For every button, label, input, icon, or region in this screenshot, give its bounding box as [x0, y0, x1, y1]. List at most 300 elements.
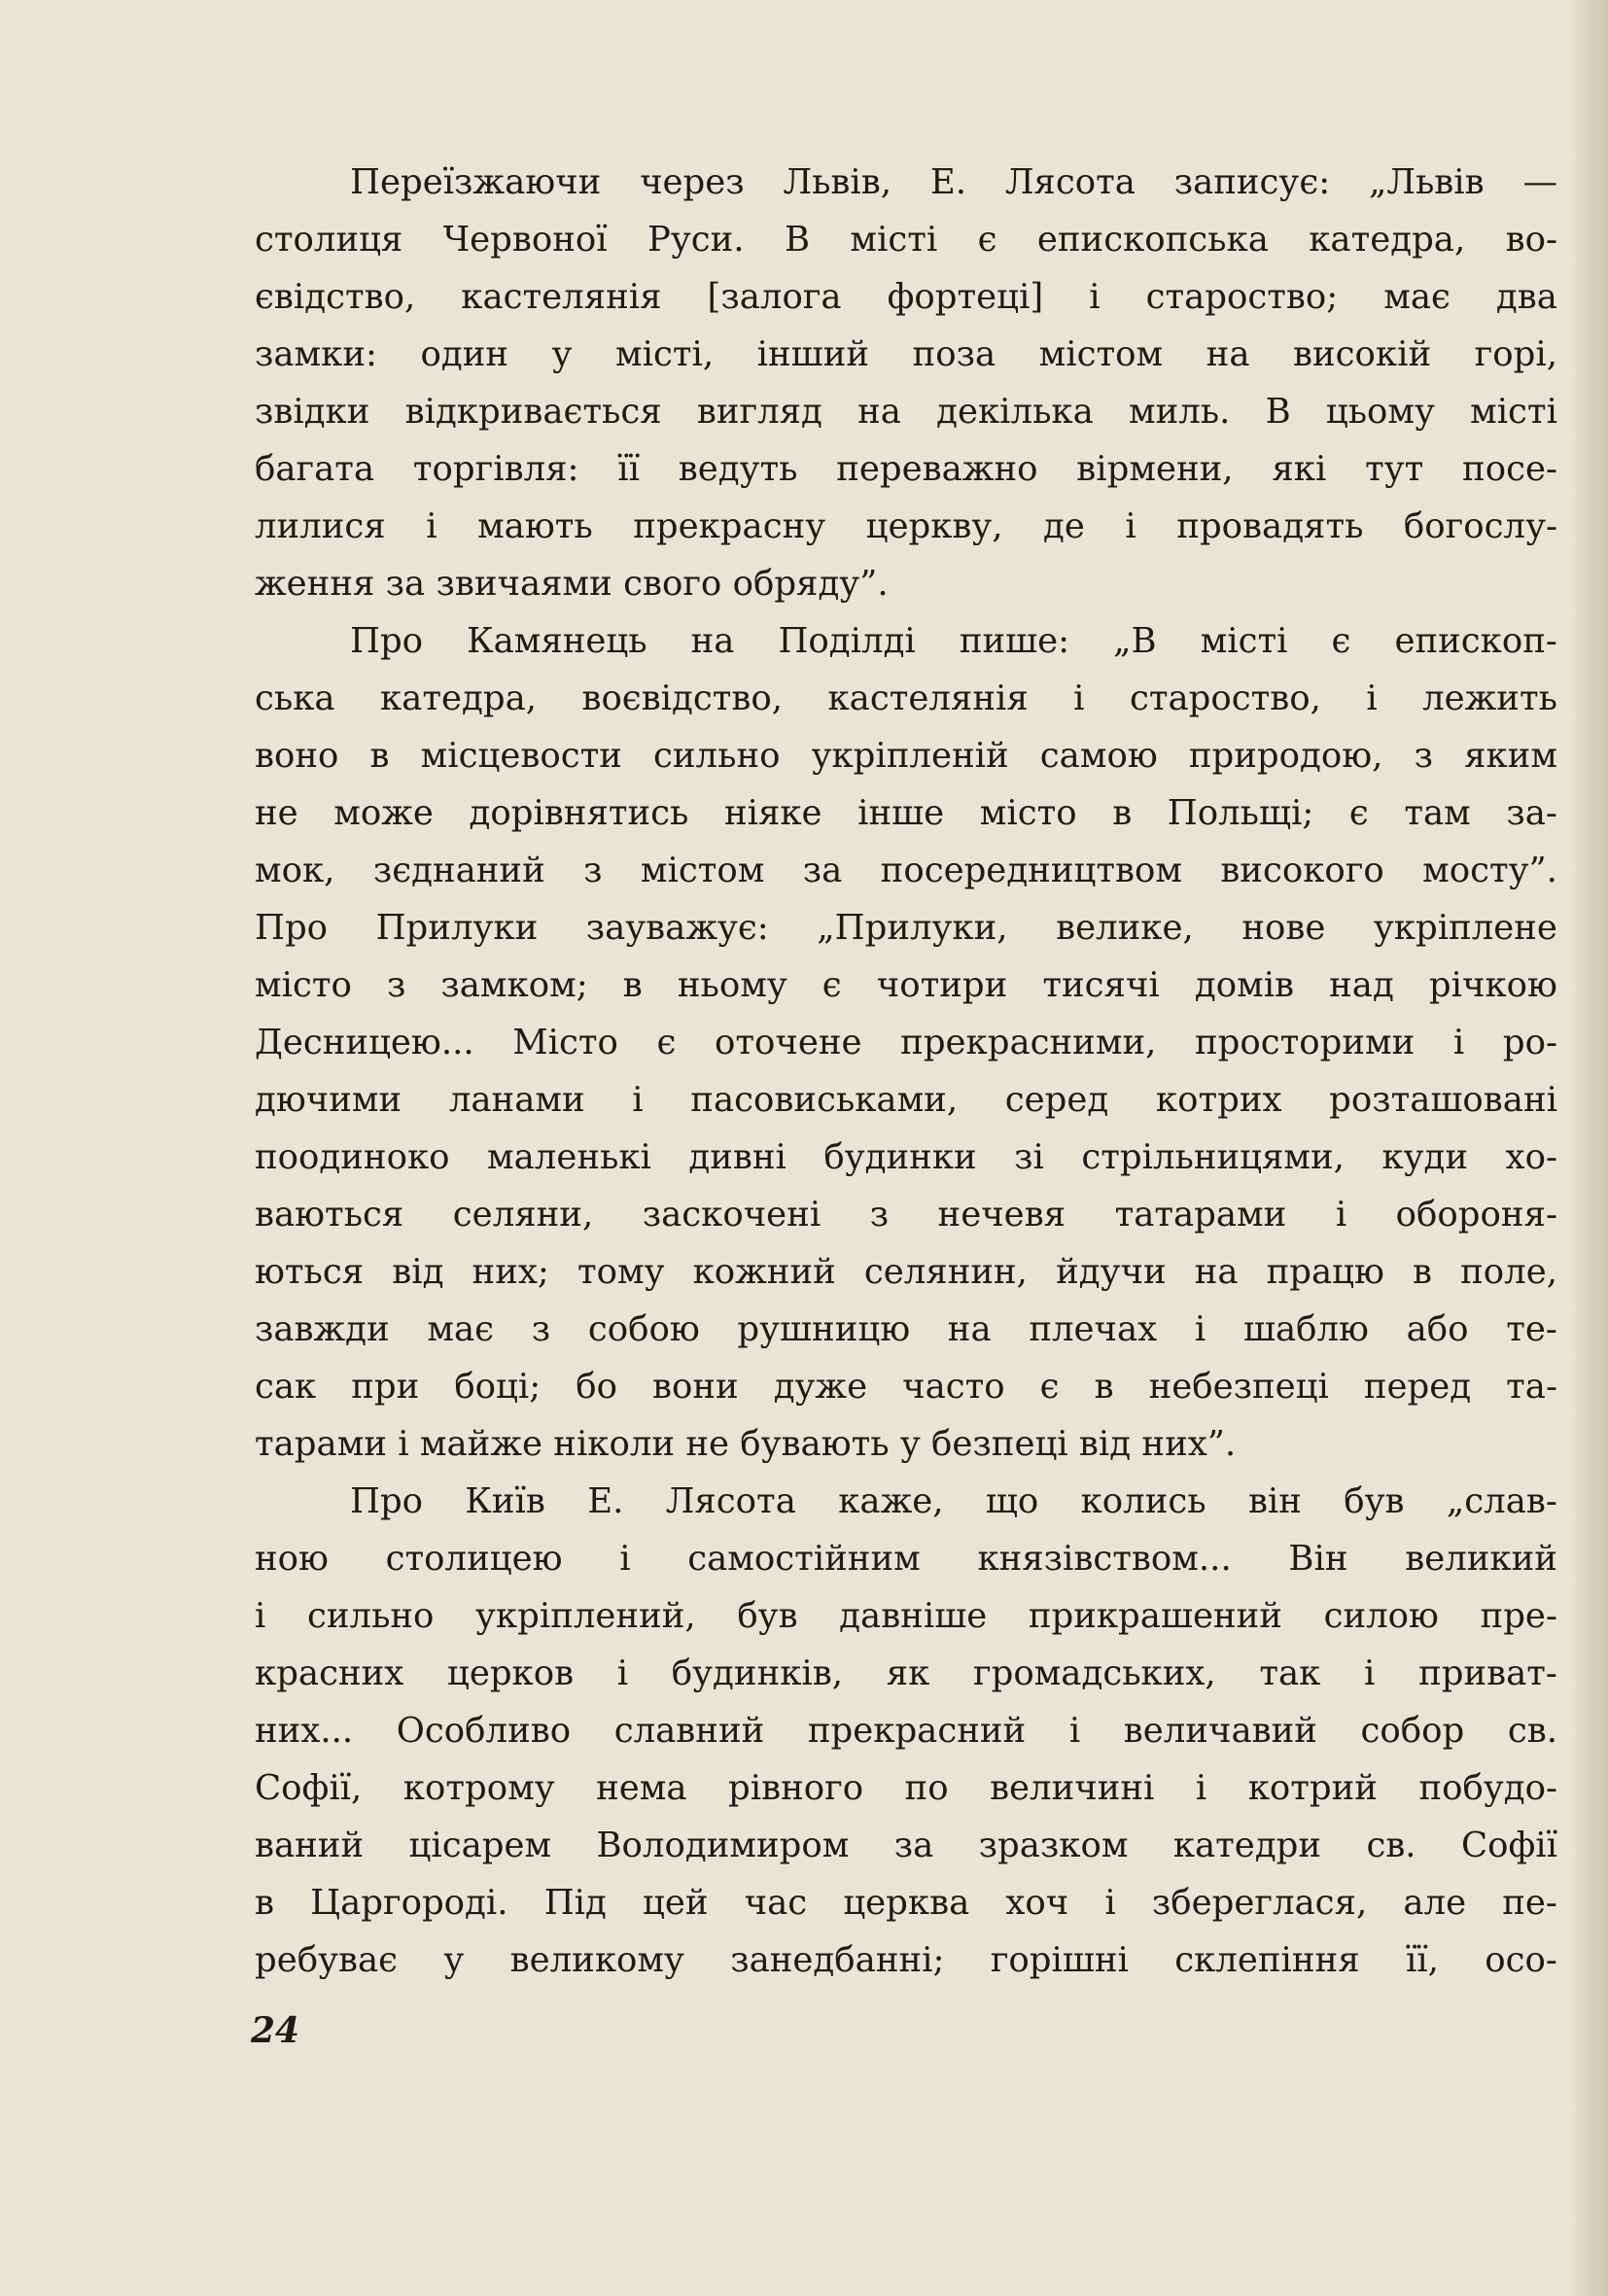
word: ніяке: [723, 793, 822, 833]
word: є: [977, 220, 997, 260]
word: ребуває: [255, 1940, 399, 1980]
word: красних: [255, 1653, 404, 1693]
word: цей: [643, 1883, 709, 1923]
word: переважно: [836, 449, 1038, 489]
word: і: [632, 1080, 644, 1120]
word: дивні: [688, 1137, 787, 1177]
word: по: [904, 1768, 949, 1808]
word: на: [857, 392, 901, 432]
word: фортеці]: [887, 277, 1044, 317]
word: розташовані: [1329, 1080, 1557, 1120]
word: „В: [1113, 621, 1157, 661]
word: посередництвом: [880, 851, 1182, 890]
word: має: [427, 1309, 495, 1349]
word: високій: [1293, 334, 1432, 374]
word: Львів,: [783, 162, 892, 202]
word: він: [1247, 1481, 1302, 1521]
word: цісарем: [408, 1826, 552, 1865]
word: за-: [1506, 793, 1557, 833]
word: річкою: [1428, 965, 1557, 1005]
word: є: [821, 965, 842, 1005]
word: з: [386, 965, 406, 1005]
word: серед: [1004, 1080, 1109, 1120]
word: і: [1104, 1883, 1116, 1923]
word: ська: [255, 678, 335, 718]
word: зі: [1014, 1137, 1044, 1177]
word: хоч: [1005, 1883, 1069, 1923]
word: миль.: [1128, 392, 1231, 432]
word: епископ-: [1394, 621, 1557, 661]
word: сак: [255, 1367, 317, 1407]
word: і: [1364, 1653, 1376, 1693]
word: боці;: [454, 1367, 542, 1407]
word: з: [531, 1309, 551, 1349]
word: осо-: [1485, 1940, 1557, 1980]
word: в: [369, 736, 390, 776]
word: місцевости: [420, 736, 622, 776]
word: катедри: [1172, 1826, 1322, 1865]
text-line: [255, 1473, 1557, 1530]
word: давніше: [839, 1596, 988, 1636]
word: яким: [1464, 736, 1557, 776]
word: стрільницями,: [1081, 1137, 1345, 1177]
word: Лясота: [1004, 162, 1136, 202]
word: два: [1495, 277, 1557, 317]
text-line: [255, 899, 1557, 957]
word: звідки: [255, 392, 370, 432]
word: татарами: [1114, 1195, 1287, 1235]
word: склепіння: [1174, 1940, 1360, 1980]
word: В: [784, 220, 811, 260]
word: богослу-: [1403, 506, 1557, 546]
text-line: [255, 1874, 1557, 1931]
word: багата: [255, 449, 375, 489]
word: пише:: [959, 621, 1070, 661]
word: староство;: [1145, 277, 1339, 317]
word: посе-: [1462, 449, 1557, 489]
word: над: [1329, 965, 1394, 1005]
text-line: [255, 1358, 1557, 1415]
text-line: [255, 326, 1557, 383]
word: мосту”.: [1422, 851, 1557, 890]
word: Про: [255, 908, 329, 948]
word: і: [255, 1596, 266, 1636]
word: Володимиром: [596, 1826, 850, 1865]
word: велике,: [1056, 908, 1194, 948]
word: мок,: [255, 851, 335, 890]
word: приват-: [1418, 1653, 1557, 1693]
word: місті,: [615, 334, 715, 374]
word: поза: [912, 334, 996, 374]
word: і: [1195, 1768, 1207, 1808]
word: котрих: [1155, 1080, 1282, 1120]
word: не: [255, 793, 298, 833]
word: будинків,: [671, 1653, 844, 1693]
word: дорівнятись: [469, 793, 689, 833]
word: шаблю: [1242, 1309, 1369, 1349]
word: в: [1413, 1252, 1433, 1292]
word: тисячі: [1042, 965, 1160, 1005]
word: ланами: [448, 1080, 585, 1120]
word: чотири: [876, 965, 1008, 1005]
word: укріпленій: [811, 736, 1009, 776]
word: великий: [1405, 1539, 1557, 1579]
word: місто: [255, 965, 352, 1005]
word: рушницю: [737, 1309, 911, 1349]
text-line: тарами і майже ніколи не бувають у безпеці від них”.: [255, 1424, 1237, 1464]
word: і: [616, 1653, 629, 1693]
word: ваний: [255, 1826, 365, 1865]
word: заскочені: [642, 1195, 821, 1235]
text-line: [255, 612, 1557, 670]
word: колись: [1080, 1481, 1206, 1521]
word: В: [1265, 392, 1291, 432]
word: Е.: [587, 1481, 624, 1521]
word: записує:: [1173, 162, 1331, 202]
word: є: [1039, 1367, 1060, 1407]
word: собою: [587, 1309, 700, 1349]
word: час: [744, 1883, 808, 1923]
word: —: [1522, 162, 1557, 202]
text-line: [255, 211, 1557, 268]
word: бо: [576, 1367, 617, 1407]
word: столиця: [255, 220, 403, 260]
text-line: [255, 784, 1557, 842]
text-line: [255, 1702, 1557, 1759]
word: Особливо: [396, 1711, 572, 1751]
word: Про: [350, 621, 424, 661]
word: відкривається: [404, 392, 662, 432]
word: громадських,: [973, 1653, 1216, 1693]
word: Поділді: [778, 621, 916, 661]
word: вірмени,: [1076, 449, 1234, 489]
word: лежить: [1422, 678, 1557, 718]
word: зразком: [978, 1826, 1129, 1865]
word: староство,: [1129, 678, 1321, 718]
text-line: [255, 1530, 1557, 1587]
word: оточене: [715, 1023, 862, 1062]
word: є: [1348, 793, 1369, 833]
word: так: [1259, 1653, 1321, 1693]
word: йдучи: [1056, 1252, 1167, 1292]
word: поле,: [1460, 1252, 1557, 1292]
word: і: [1089, 277, 1101, 317]
word: в: [1094, 1367, 1114, 1407]
word: і: [1073, 678, 1085, 718]
word: цьому: [1325, 392, 1435, 432]
word: у: [551, 334, 573, 374]
word: Лясота: [665, 1481, 796, 1521]
text-line: [255, 498, 1557, 555]
word: місті: [1470, 392, 1557, 432]
word: кастелянія: [461, 277, 662, 317]
word: і: [1068, 1711, 1081, 1751]
word: Під: [543, 1883, 607, 1923]
word: Софії,: [255, 1768, 363, 1808]
word: прекрасними,: [900, 1023, 1157, 1062]
page-number: 24: [251, 2010, 300, 2051]
word: поодиноко: [255, 1137, 450, 1177]
word: куди: [1381, 1137, 1469, 1177]
text-line: [255, 1071, 1557, 1129]
word: з: [869, 1195, 890, 1235]
word: і: [1125, 506, 1136, 546]
text-line: [255, 1129, 1557, 1186]
word: них;: [472, 1252, 549, 1292]
word: нема: [596, 1768, 687, 1808]
word: укріплений,: [475, 1596, 696, 1636]
word: воєвідство,: [581, 678, 784, 718]
word: Руси.: [647, 220, 745, 260]
text-line: [255, 1301, 1557, 1358]
word: на: [1206, 334, 1250, 374]
word: мають: [477, 506, 593, 546]
word: кожний: [692, 1252, 836, 1292]
word: але: [1403, 1883, 1467, 1923]
word: „Прилуки,: [817, 908, 1008, 948]
word: замком;: [440, 965, 588, 1005]
word: працю: [1266, 1252, 1384, 1292]
word: в: [1112, 793, 1133, 833]
word: та-: [1506, 1367, 1557, 1407]
word: її: [617, 449, 640, 489]
word: містом: [1038, 334, 1164, 374]
word: може: [333, 793, 434, 833]
text-line: [255, 1645, 1557, 1702]
word: високого: [1220, 851, 1384, 890]
word: торгівля:: [412, 449, 579, 489]
word: і: [1366, 678, 1378, 718]
word: воно: [255, 736, 339, 776]
text-line: [255, 1931, 1557, 1989]
word: дючими: [255, 1080, 402, 1120]
page-edge-shadow: [1571, 0, 1608, 2296]
word: Він: [1288, 1539, 1348, 1579]
word: собор: [1360, 1711, 1465, 1751]
word: катедра,: [379, 678, 538, 718]
word: те-: [1506, 1309, 1557, 1349]
word: замки:: [255, 334, 377, 374]
word: зауважує:: [585, 908, 769, 948]
word: горі,: [1474, 334, 1557, 374]
word: де: [1043, 506, 1085, 546]
word: містом: [640, 851, 765, 890]
word: во-: [1505, 220, 1557, 260]
word: Місто: [512, 1023, 618, 1062]
word: „Львів: [1368, 162, 1485, 202]
word: Камянець: [467, 621, 647, 661]
word: її,: [1405, 1940, 1439, 1980]
word: сильно: [306, 1596, 435, 1636]
word: них...: [255, 1711, 354, 1751]
word: місто: [979, 793, 1077, 833]
word: котрий: [1247, 1768, 1378, 1808]
word: Прилуки: [375, 908, 539, 948]
word: декілька: [936, 392, 1094, 432]
word: будинки: [823, 1137, 977, 1177]
word: Софії: [1460, 1826, 1557, 1865]
word: там: [1404, 793, 1471, 833]
word: перед: [1363, 1367, 1472, 1407]
word: за: [802, 851, 843, 890]
text-line: [255, 957, 1557, 1014]
word: маленькі: [487, 1137, 651, 1177]
word: місті: [1200, 621, 1288, 661]
word: славний: [613, 1711, 765, 1751]
word: з: [583, 851, 603, 890]
word: катедра,: [1309, 220, 1466, 260]
word: рівного: [728, 1768, 864, 1808]
word: каже,: [838, 1481, 944, 1521]
word: прекрасний: [807, 1711, 1027, 1751]
word: природою,: [1188, 736, 1383, 776]
word: котрому: [402, 1768, 555, 1808]
word: тому: [577, 1252, 665, 1292]
word: Десницею...: [255, 1023, 474, 1062]
word: від: [392, 1252, 444, 1292]
word: Польщі;: [1167, 793, 1314, 833]
word: як: [886, 1653, 930, 1693]
word: ються: [255, 1252, 365, 1292]
word: і: [1452, 1023, 1465, 1062]
word: св.: [1507, 1711, 1557, 1751]
word: Про: [350, 1481, 424, 1521]
word: нечевя: [937, 1195, 1066, 1235]
word: величині: [990, 1768, 1155, 1808]
word: церков: [446, 1653, 575, 1693]
word: горішні: [990, 1940, 1129, 1980]
word: силою: [1323, 1596, 1439, 1636]
text-line: [255, 1243, 1557, 1301]
word: самою: [1039, 736, 1158, 776]
text-line: [255, 383, 1557, 440]
word: збереглася,: [1151, 1883, 1368, 1923]
text-line: [255, 842, 1557, 899]
word: ро-: [1502, 1023, 1557, 1062]
word: в: [255, 1883, 274, 1923]
word: тут: [1365, 449, 1424, 489]
word: на: [1194, 1252, 1239, 1292]
word: що: [985, 1481, 1039, 1521]
text-line: [255, 1186, 1557, 1243]
word: лилися: [255, 506, 386, 546]
word: часто: [902, 1367, 1005, 1407]
word: величавий: [1123, 1711, 1317, 1751]
word: або: [1406, 1309, 1469, 1349]
text-line: [255, 727, 1557, 784]
word: на: [690, 621, 735, 661]
word: Е.: [929, 162, 967, 202]
word: плечах: [1029, 1309, 1158, 1349]
word: має: [1383, 277, 1451, 317]
word: і: [1194, 1309, 1206, 1349]
word: місті: [850, 220, 938, 260]
word: Київ: [465, 1481, 545, 1521]
word: домів: [1194, 965, 1295, 1005]
word: селянин,: [863, 1252, 1028, 1292]
word: „слав-: [1446, 1481, 1557, 1521]
text-line: [255, 670, 1557, 727]
word: Переїзжаючи: [350, 162, 602, 202]
word: через: [640, 162, 745, 202]
word: селяни,: [452, 1195, 594, 1235]
text-line: [255, 1817, 1557, 1874]
word: церкву,: [865, 506, 1003, 546]
word: пасовиськами,: [690, 1080, 959, 1120]
text-line: [255, 440, 1557, 498]
word: зєднаний: [372, 851, 545, 890]
word: ною: [255, 1539, 329, 1579]
word: укріплене: [1373, 908, 1557, 948]
word: Червоної: [442, 220, 608, 260]
text-line: [255, 154, 1557, 211]
word: вони: [651, 1367, 739, 1407]
word: у: [443, 1940, 465, 1980]
word: св.: [1366, 1826, 1416, 1865]
word: нове: [1241, 908, 1326, 948]
word: є: [656, 1023, 677, 1062]
word: занедбанні;: [730, 1940, 945, 1980]
word: ведуть: [678, 449, 798, 489]
word: прикрашений: [1028, 1596, 1282, 1636]
word: самостійним: [687, 1539, 921, 1579]
word: ваються: [255, 1195, 404, 1235]
word: один: [420, 334, 509, 374]
word: пе-: [1502, 1883, 1557, 1923]
word: Царгороді.: [310, 1883, 508, 1923]
word: сильно: [653, 736, 781, 776]
word: інший: [756, 334, 870, 374]
word: які: [1272, 449, 1327, 489]
word: і: [1335, 1195, 1347, 1235]
word: завжди: [255, 1309, 390, 1349]
word: при: [351, 1367, 420, 1407]
word: столицею: [385, 1539, 563, 1579]
word: дуже: [773, 1367, 868, 1407]
word: побудо-: [1418, 1768, 1557, 1808]
word: був: [1344, 1481, 1405, 1521]
word: євідство,: [255, 277, 416, 317]
text-line: [255, 1014, 1557, 1071]
word: просторими: [1195, 1023, 1416, 1062]
word: і: [426, 506, 437, 546]
text-line: [255, 1587, 1557, 1645]
word: інше: [857, 793, 945, 833]
word: на: [947, 1309, 992, 1349]
word: провадять: [1176, 506, 1364, 546]
word: був: [737, 1596, 798, 1636]
text-line: ження за звичаями свого обряду”.: [255, 564, 889, 604]
body-text: [255, 154, 1557, 1989]
word: пре-: [1480, 1596, 1557, 1636]
text-line: [255, 1759, 1557, 1817]
word: і: [619, 1539, 631, 1579]
word: небезпеці: [1148, 1367, 1329, 1407]
word: епископська: [1036, 220, 1269, 260]
word: церква: [843, 1883, 970, 1923]
word: в: [622, 965, 643, 1005]
word: князівством...: [977, 1539, 1232, 1579]
word: хо-: [1505, 1137, 1557, 1177]
word: за: [893, 1826, 934, 1865]
word: великому: [509, 1940, 684, 1980]
word: з: [1414, 736, 1433, 776]
word: кастелянія: [827, 678, 1029, 718]
word: обороня-: [1395, 1195, 1557, 1235]
word: є: [1331, 621, 1351, 661]
word: [залога: [707, 277, 842, 317]
word: ньому: [677, 965, 787, 1005]
